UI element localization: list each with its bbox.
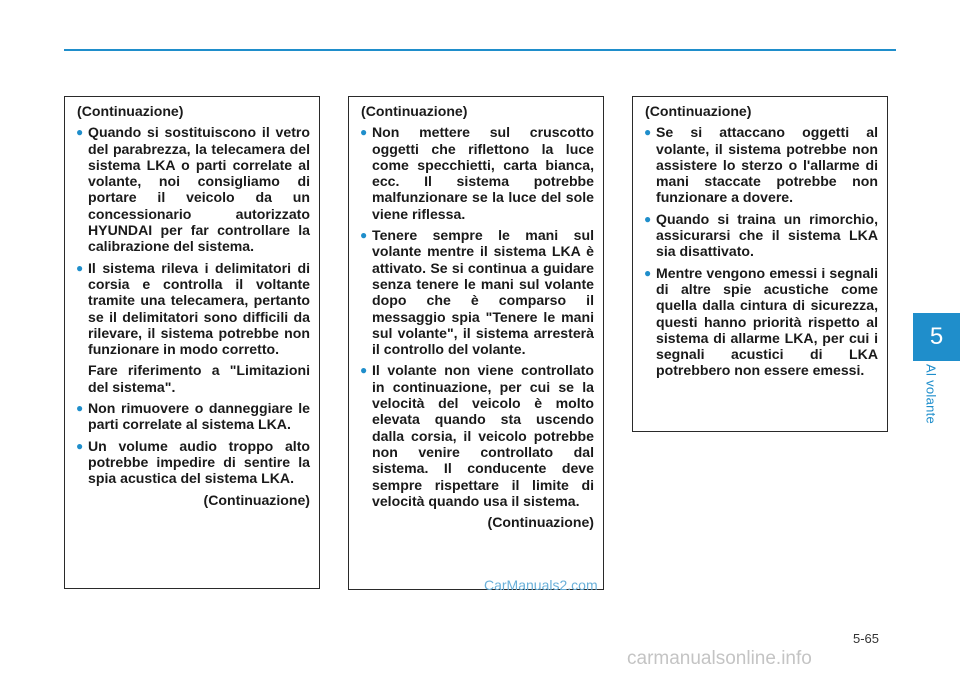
box-heading: (Continuazione) (361, 103, 468, 119)
bullet-text: Un volume audio troppo alto potrebbe impedire di sentire la spia acustica del sistema LKA. (88, 437, 310, 487)
page-number: 5-65 (853, 631, 880, 646)
watermark-text: carmanualsonline.info (627, 648, 812, 669)
bullet-item (645, 211, 878, 260)
bullet-text: Il sistema rileva i delimitatori di corsia e controlla il voltante tramite una telecamera, pertanto se il delimitatori sono difficili da rilevare, il sistema potrebbe non funzionare in modo corretto. (88, 259, 310, 358)
bullet-item (77, 260, 310, 358)
header-rule (64, 49, 896, 51)
bullet-item (77, 438, 310, 487)
chapter-title: Al volante (923, 364, 939, 425)
bullet-dot-icon: ● (76, 438, 84, 453)
bullet-dot-icon: ● (644, 265, 652, 280)
bullet-item (77, 124, 310, 254)
caution-box-1 (64, 96, 320, 589)
bullet-item (361, 362, 594, 509)
reference-note: Fare riferimento a "Limitazioni del sistema". (88, 362, 310, 395)
bullet-text: Il volante non viene controllato in continuazione, per cui se la velocità del veicolo è molto elevata quando sta uscendo dalla corsia, il veicolo potrebbe non venire controllato dal sistema. Il conducente deve sempre rispettare il limite di velocità quando usa il sistema. (372, 362, 594, 509)
bullet-item (645, 124, 878, 205)
box-heading: (Continuazione) (645, 103, 752, 119)
bullet-dot-icon: ● (76, 401, 84, 416)
bullet-dot-icon: ● (76, 125, 84, 140)
bullet-item (361, 227, 594, 357)
bullet-item (77, 400, 310, 433)
bullet-text: Se si attaccano oggetti al volante, il sistema potrebbe non assistere lo sterzo o l'allarme di mani staccate potrebbe non funzionare a dovere. (656, 124, 878, 206)
bullet-text: Quando si sostituiscono il vetro del parabrezza, la telecamera del sistema LKA o parti correlate al volante, noi consigliamo di portare il veicolo da un concessionario autorizzato HYUNDAI per far controllare la calibrazione del sistema. (88, 124, 310, 255)
bullet-dot-icon: ● (76, 260, 84, 275)
box-heading: (Continuazione) (77, 103, 184, 119)
bullet-dot-icon: ● (360, 228, 368, 243)
bullet-text: Mentre vengono emessi i segnali di altre spie acustiche come quella dalla cintura di sicurezza, questi hanno priorità rispetto al sistema di allarme LKA, per cui i segnali acustici di LKA potrebbero non essere emessi. (656, 264, 878, 379)
bullet-dot-icon: ● (644, 125, 652, 140)
caution-box-3 (632, 96, 888, 432)
bullet-item (361, 124, 594, 222)
bullet-text: Quando si traina un rimorchio, assicurarsi che il sistema LKA sia disattivato. (656, 210, 878, 260)
bullet-dot-icon: ● (644, 211, 652, 226)
bullet-text: Tenere sempre le mani sul volante mentre il sistema LKA è attivato. Se si continua a guidare senza tenere le mani sul volante dopo che è comparso il messaggio spia "Tenere le mani sul volante", il sistema arresterà il controllo del volante. (372, 227, 594, 358)
box-footer: (Continuazione) (487, 514, 594, 531)
bullet-text: Non rimuovere o danneggiare le parti correlate al sistema LKA. (88, 400, 310, 433)
caution-box-2 (348, 96, 604, 590)
bullet-item (645, 265, 878, 379)
watermark-link[interactable]: CarManuals2.com (484, 577, 598, 593)
box-footer: (Continuazione) (203, 491, 310, 508)
bullet-text: Non mettere sul cruscotto oggetti che riflettono la luce come specchietti, carta bianca, ecc. Il sistema potrebbe malfunzionare se la luce del sole viene riflessa. (372, 124, 594, 222)
bullet-dot-icon: ● (360, 363, 368, 378)
bullet-dot-icon: ● (360, 125, 368, 140)
chapter-number: 5 (929, 323, 944, 350)
chapter-number-tab (913, 313, 960, 361)
